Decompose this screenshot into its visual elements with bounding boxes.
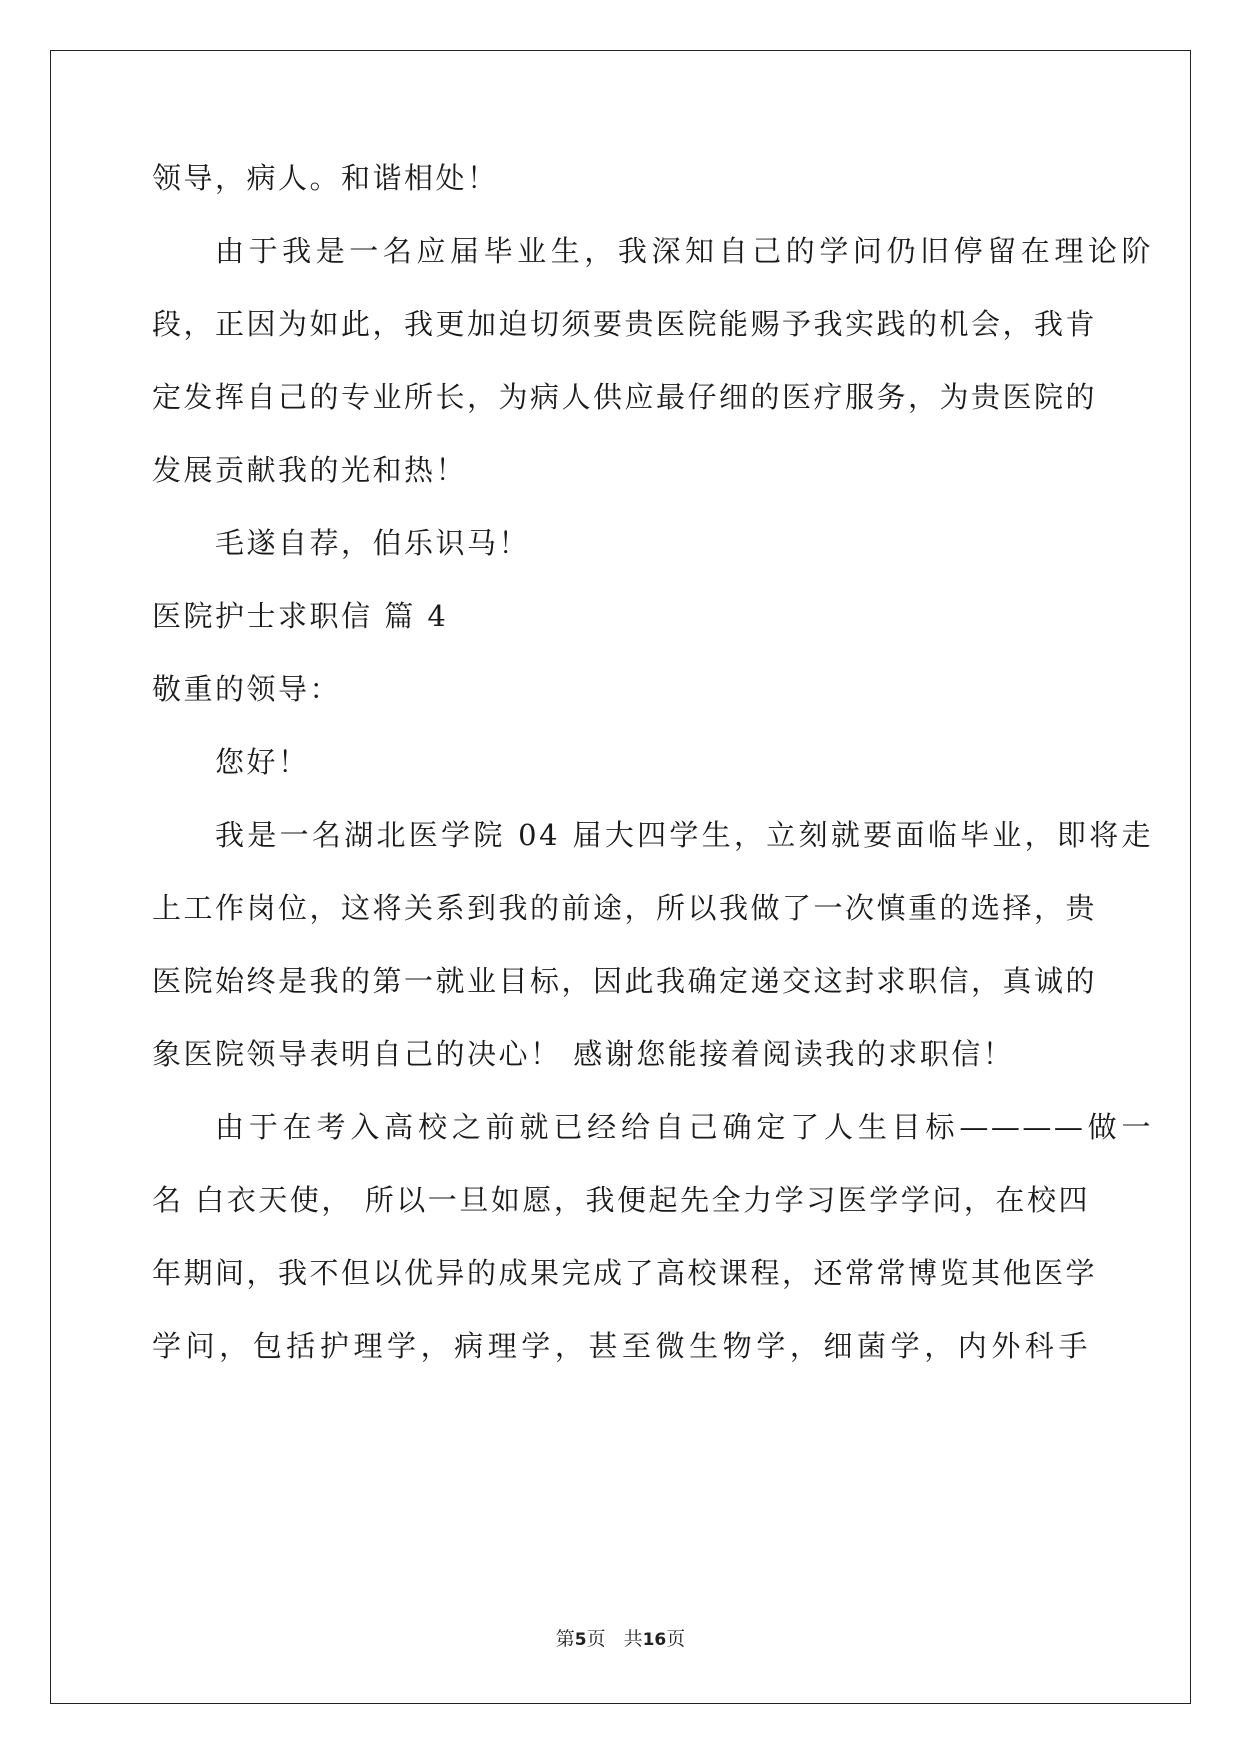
- text-line: 学问，包括护理学，病理学，甚至微生物学，细菌学，内外科手: [152, 1329, 1090, 1363]
- total-suffix: 页: [666, 1628, 686, 1650]
- text-line: 段，正因为如此，我更加迫切须要贵医院能赐予我实践的机会，我肯: [152, 307, 1098, 341]
- text-line: 定发挥自己的专业所长，为病人供应最仔细的医疗服务，为贵医院的: [152, 380, 1098, 414]
- text-line: 毛遂自荐，伯乐识马！: [215, 526, 531, 560]
- page-border: [50, 50, 1191, 1704]
- page-current: 5: [574, 1630, 587, 1650]
- salutation: 敬重的领导：: [152, 672, 342, 706]
- text-line: 我是一名湖北医学院 04 届大四学生，立刻就要面临毕业，即将走: [215, 818, 1153, 852]
- greeting: 您好！: [215, 745, 310, 779]
- text-line: 象医院领导表明自己的决心！ 感谢您能接着阅读我的求职信！: [152, 1037, 1015, 1071]
- total-prefix: 共: [623, 1628, 643, 1650]
- text-line: 年期间，我不但以优异的成果完成了高校课程，还常常博览其他医学: [152, 1256, 1098, 1290]
- text-line: 医院始终是我的第一就业目标，因此我确定递交这封求职信，真诚的: [152, 964, 1098, 998]
- text-line: 名 白衣天使， 所以一旦如愿，我便起先全力学习医学学问，在校四: [152, 1183, 1090, 1217]
- page-prefix: 第: [555, 1628, 575, 1650]
- section-heading: 医院护士求职信 篇 4: [152, 599, 449, 633]
- page-footer: [0, 1624, 1241, 1651]
- text-line: 领导，病人。和谐相处！: [152, 161, 499, 195]
- text-line: 发展贡献我的光和热！: [152, 453, 468, 487]
- text-line: 由于我是一名应届毕业生，我深知自己的学问仍旧停留在理论阶: [215, 234, 1153, 268]
- text-line: 由于在考入高校之前就已经给自己确定了人生目标————做一: [215, 1110, 1153, 1144]
- text-line: 上工作岗位，这将关系到我的前途，所以我做了一次慎重的选择，贵: [152, 891, 1098, 925]
- page-total: 16: [642, 1630, 667, 1650]
- page-suffix: 页: [586, 1628, 606, 1650]
